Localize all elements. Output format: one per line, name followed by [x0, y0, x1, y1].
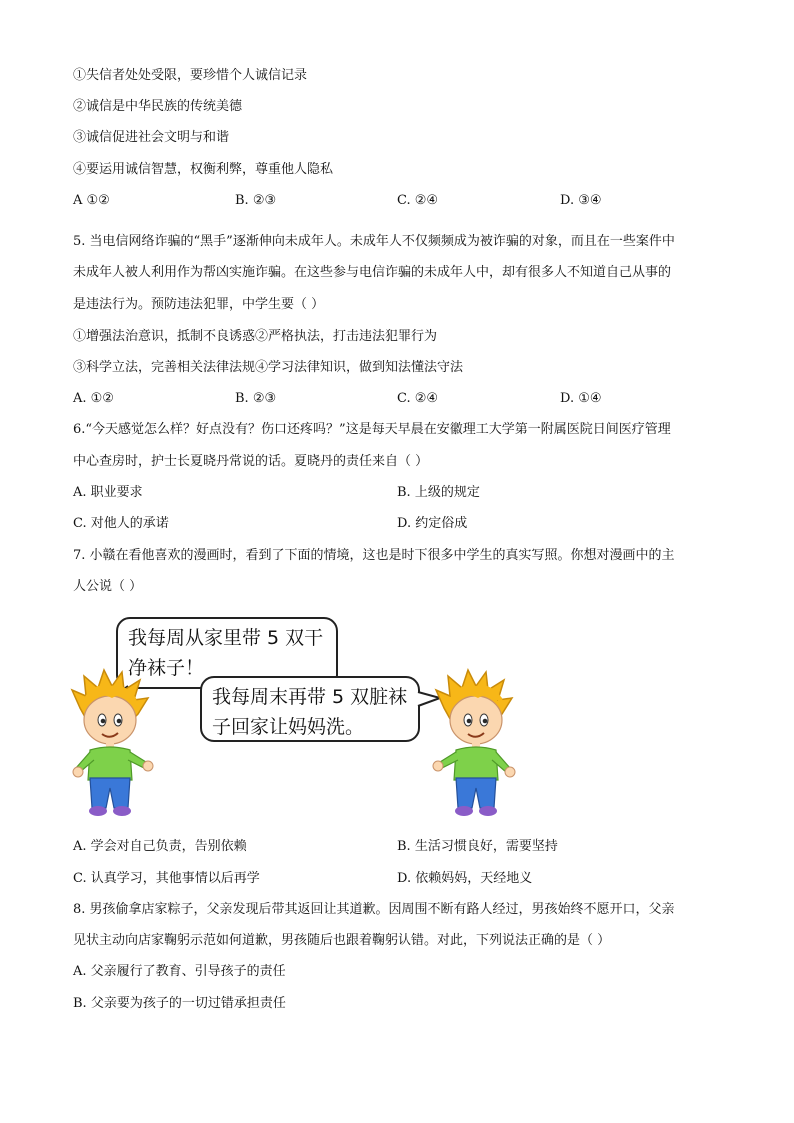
q6-option-a: A. 职业要求: [73, 485, 143, 500]
q4-option-d: D. ③④: [560, 193, 602, 208]
q6-stem-line-2: 中心查房时，护士长夏晓丹常说的话。夏晓丹的责任来自（ ）: [73, 454, 429, 469]
q4-option-c: C. ②④: [397, 193, 439, 208]
q4-item-4: ④要运用诚信智慧，权衡利弊，尊重他人隐私: [73, 162, 334, 177]
q4-option-b: B. ②③: [235, 193, 277, 208]
q7-option-a: A. 学会对自己负责，告别依赖: [73, 839, 247, 854]
cartoon-boy-left: [66, 668, 158, 818]
q5-option-a: A. ①②: [73, 391, 114, 406]
cartoon-boy-right: [430, 668, 522, 818]
q7-option-b: B. 生活习惯良好，需要坚持: [397, 839, 558, 854]
q6-option-d: D. 约定俗成: [397, 516, 468, 531]
q6-stem-line-1: 6.“今天感觉怎么样？好点没有？伤口还疼吗？”这是每天早晨在安徽理工大学第一附属医院日间医疗管理: [73, 422, 671, 437]
q8-option-a: A. 父亲履行了教育、引导孩子的责任: [73, 964, 286, 979]
q8-stem-line-2: 见状主动向店家鞠躬示范如何道歉，男孩随后也跟着鞠躬认错。对此，下列说法正确的是（ ）: [73, 933, 611, 948]
q4-item-3: ③诚信促进社会文明与和谐: [73, 130, 230, 145]
q5-option-b: B. ②③: [235, 391, 277, 406]
q7-stem-line-2: 人公说（ ）: [73, 579, 143, 594]
q5-option-d: D. ①④: [560, 391, 602, 406]
q7-stem-line-1: 7. 小赣在看他喜欢的漫画时，看到了下面的情境，这也是时下很多中学生的真实写照。你想对漫画中的主: [73, 548, 675, 563]
q8-stem-line-1: 8. 男孩偷拿店家粽子，父亲发现后带其返回让其道歉。因周围不断有路人经过，男孩始终不愿开口，父亲: [73, 902, 675, 917]
q6-option-c: C. 对他人的承诺: [73, 516, 169, 531]
q8-option-b: B. 父亲要为孩子的一切过错承担责任: [73, 996, 286, 1011]
q6-option-b: B. 上级的规定: [397, 485, 480, 500]
q5-stem-line-1: 5. 当电信网络诈骗的“黑手”逐渐伸向未成年人。未成年人不仅频频成为被诈骗的对象，而且在一些案件中: [73, 234, 675, 249]
speech-bubble-right: 我每周末再带 5 双脏袜 子回家让妈妈洗。: [200, 676, 420, 742]
q5-item-1: ①增强法治意识，抵制不良诱惑②严格执法，打击违法犯罪行为: [73, 329, 438, 344]
q5-stem-line-2: 未成年人被人利用作为帮凶实施诈骗。在这些参与电信诈骗的未成年人中，却有很多人不知道自己从事的: [73, 265, 672, 280]
q5-item-2: ③科学立法，完善相关法律法规④学习法律知识，做到知法懂法守法: [73, 360, 464, 375]
q4-option-a: A ①②: [73, 193, 110, 208]
q5-option-c: C. ②④: [397, 391, 439, 406]
q7-option-c: C. 认真学习，其他事情以后再学: [73, 871, 260, 886]
q4-item-1: ①失信者处处受限，要珍惜个人诚信记录: [73, 68, 308, 83]
q4-item-2: ②诚信是中华民族的传统美德: [73, 99, 243, 114]
speech-bubble-left: 我每周从家里带 5 双干 净袜子！: [116, 617, 338, 689]
q7-option-d: D. 依赖妈妈，天经地义: [397, 871, 533, 886]
q5-stem-line-3: 是违法行为。预防违法犯罪，中学生要（ ）: [73, 297, 325, 312]
